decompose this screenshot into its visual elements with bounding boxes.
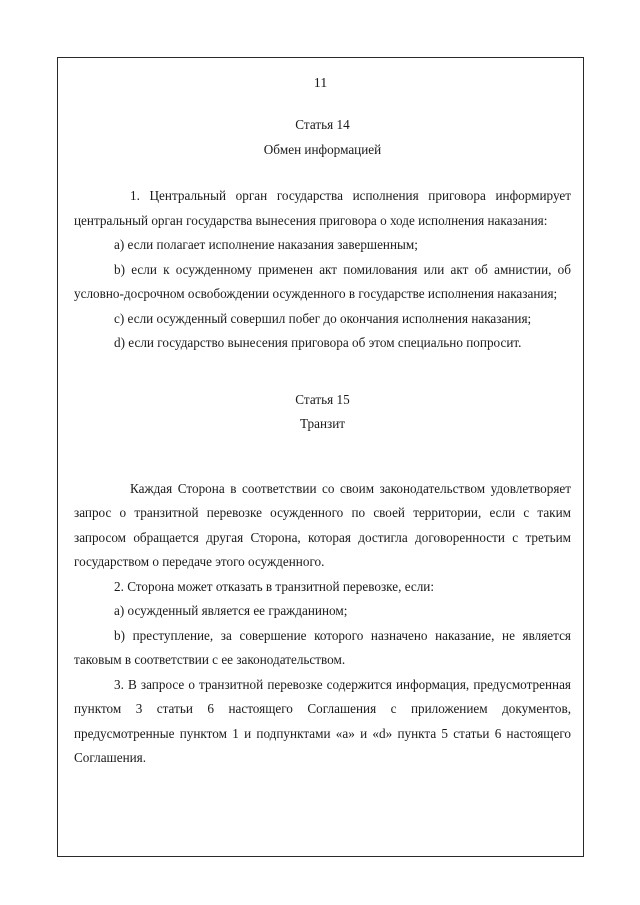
page-number: 11 [313, 76, 328, 91]
article-15-item-b: b) преступление, за совершение которого назначено наказание, не является таковым в соответствии с ее законодательством. [74, 627, 571, 667]
article-14-title: Статья 14 [295, 117, 350, 132]
article-15-item-a: a) осужденный является ее гражданином; [114, 603, 348, 618]
article-15-subtitle: Транзит [299, 416, 346, 431]
article-14-subtitle: Обмен информацией [263, 141, 382, 157]
article-15-paragraph-1: Каждая Сторона в соответствии со своим законодательством удовлетворяет запрос о транзитной перевозке осужденного по своей территории, если с таким запросом обращается другая Сторона, которая достигла договоренности с третьим государством о передаче этого осужденного. [74, 480, 571, 569]
article-14-paragraph-1: 1. Центральный орган государства исполнения приговора информирует центральный орган государства вынесения приговора о ходе исполнения наказания: [74, 188, 571, 228]
article-15-paragraph-3: 3. В запросе о транзитной перевозке содержится информация, предусмотренная пунктом 3 статьи 6 настоящего Соглашения с приложением документов, предусмотренные пунктом 1 и подпунктами «a» и «d» пункта 5 статьи 6 настоящего Соглашения. [74, 676, 571, 765]
article-15-title: Статья 15 [295, 391, 350, 407]
document-body [74, 113, 571, 771]
article-15-paragraph-2: 2. Сторона может отказать в транзитной перевозке, если: [114, 578, 435, 594]
page-frame [57, 57, 584, 857]
article-14-item-d: d) если государство вынесения приговора об этом специально попросит. [114, 335, 522, 350]
article-14-item-a: a) если полагает исполнение наказания завершенным; [114, 237, 418, 252]
article-14-item-c: c) если осужденный совершил побег до окончания исполнения наказания; [114, 310, 532, 326]
article-14-item-b: b) если к осужденному применен акт помилования или акт об амнистии, об условно-досрочном освобождении осужденного в государстве исполнения наказания; [74, 261, 571, 301]
